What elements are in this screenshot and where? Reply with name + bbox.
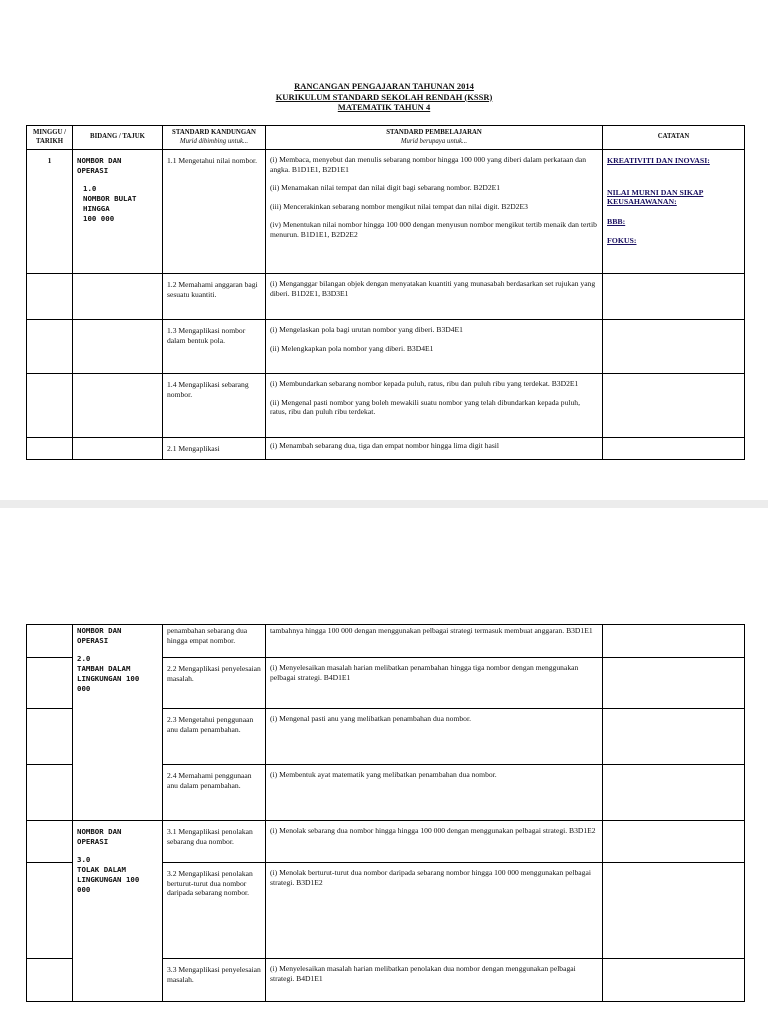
catatan-nilai-murni: NILAI MURNI DAN SIKAP KEUSAHAWANAN: (607, 187, 704, 206)
bidang-line: NOMBOR DAN (77, 626, 122, 635)
bidang-line: HINGGA (83, 204, 110, 213)
bidang-line: 000 (77, 684, 91, 693)
sp-item: (i) Membaca, menyebut dan menulis sebarang nombor hingga 100 000 yang diberi dalam perkataan dan angka. B1D1E1, B2D1E1 (270, 155, 587, 174)
bidang-line: NOMBOR DAN (77, 156, 122, 165)
sp-item: (i) Mengelaskan pola bagi urutan nombor yang diberi. B3D4E1 (270, 325, 463, 334)
table-row (27, 374, 745, 438)
header-curriculum: KURIKULUM STANDARD SEKOLAH RENDAH (KSSR) (275, 91, 493, 102)
bidang-cell (73, 150, 163, 274)
bidang-line: TAMBAH DALAM (77, 664, 131, 673)
standard-kandungan-cell: 2.3 Mengetahui penggunaan anu dalam penambahan. (163, 709, 266, 765)
bidang-line: 3.0 (77, 855, 91, 864)
col-sp-subtitle: Murid berupaya untuk... (400, 137, 468, 145)
week-number: 1 (27, 150, 73, 274)
bidang-cell (73, 625, 163, 821)
table-header-row (27, 126, 745, 150)
col-sp-header (266, 126, 603, 150)
standard-pembelajaran-cell (266, 709, 603, 765)
table-row (27, 320, 745, 374)
standard-pembelajaran-cell (266, 821, 603, 863)
sp-item: (ii) Melengkapkan pola nombor yang diberi. B3D4E1 (270, 343, 434, 353)
sp-item: (i) Menolak sebarang dua nombor hingga hingga 100 000 dengan menggunakan pelbagai strategi. B3D1E2 (270, 826, 596, 835)
catatan-fokus: FOKUS: (607, 236, 637, 245)
sp-item: (iii) Mencerakinkan sebarang nombor mengikut nilai tempat dan nilai digit. B2D2E3 (270, 201, 528, 211)
sp-item: (i) Mengenal pasti anu yang melibatkan penambahan dua nombor. (270, 714, 471, 723)
sp-item: (i) Menolak berturut-turut dua nombor daripada sebarang nombor hingga 100 000 menggunakan pelbagai strategi. B3D1E2 (270, 868, 591, 887)
col-sk-header (163, 126, 266, 150)
catatan-kreativiti: KREATIVITI DAN INOVASI: (607, 156, 710, 165)
standard-pembelajaran-cell (266, 320, 603, 374)
bidang-line: 100 000 (83, 214, 115, 223)
sp-item: (i) Menyelesaikan masalah harian melibatkan penolakan dua nombor dengan menggunakan pelbagai strategi. B4D1E1 (270, 964, 576, 983)
standard-kandungan-cell: 1.1 Mengetahui nilai nombor. (163, 150, 266, 274)
standard-kandungan-cell: 2.1 Mengaplikasi (163, 438, 266, 460)
col-bidang-header: BIDANG / TAJUK (73, 126, 163, 150)
document-header (0, 81, 768, 113)
bidang-line: 000 (77, 885, 91, 894)
standard-pembelajaran-cell (266, 150, 603, 274)
standard-kandungan-cell: 1.3 Mengaplikasi nombor dalam bentuk pola. (163, 320, 266, 374)
table-row (27, 821, 745, 863)
bidang-line: OPERASI (77, 837, 109, 846)
standard-pembelajaran-cell (266, 438, 603, 460)
catatan-bbb: BBB: (607, 216, 626, 226)
col-catatan-header: CATATAN (603, 126, 745, 150)
table-row (27, 438, 745, 460)
plan-table-page-2 (26, 624, 745, 1002)
col-minggu-header: MINGGU / TARIKH (27, 126, 73, 150)
standard-pembelajaran-cell (266, 374, 603, 438)
plan-table-page-1 (26, 125, 745, 460)
sp-item: (i) Membundarkan sebarang nombor kepada puluh, ratus, ribu dan puluh ribu yang terdekat. B3D2E1 (270, 379, 579, 388)
bidang-line: LINGKUNGAN 100 (77, 674, 140, 683)
sp-item: (ii) Menamakan nilai tempat dan nilai digit bagi sebarang nombor. B2D2E1 (270, 183, 501, 192)
bidang-line: 1.0 (83, 184, 97, 193)
standard-pembelajaran-cell (266, 625, 603, 658)
standard-kandungan-cell: penambahan sebarang dua hingga empat nombor. (163, 625, 266, 658)
header-title: RANCANGAN PENGAJARAN TAHUNAN 2014 (294, 81, 474, 91)
col-sp-title: STANDARD PEMBELAJARAN (386, 129, 482, 136)
standard-pembelajaran-cell (266, 658, 603, 709)
bidang-line: 2.0 (77, 654, 91, 663)
sp-item: (i) Menyelesaikan masalah harian melibatkan penambahan hingga tiga nombor dengan menggunakan pelbagai strategi. B4D1E1 (270, 663, 579, 682)
sp-item: (i) Menganggar bilangan objek dengan menyatakan kuantiti yang munasabah berdasarkan set rujukan yang diberi. B1D2E1, B3D3E1 (270, 279, 596, 298)
sp-item: (i) Membentuk ayat matematik yang melibatkan penambahan dua nombor. (270, 770, 497, 779)
col-sk-title: STANDARD KANDUNGAN (172, 129, 256, 136)
header-subject: MATEMATIK TAHUN 4 (337, 102, 431, 112)
bidang-line: TOLAK DALAM (77, 865, 126, 874)
standard-pembelajaran-cell (266, 765, 603, 821)
table-row (27, 150, 745, 274)
standard-kandungan-cell: 2.4 Memahami penggunaan anu dalam penambahan. (163, 765, 266, 821)
sp-item: (i) Menambah sebarang dua, tiga dan empat nombor hingga lima digit hasil (270, 441, 500, 450)
standard-kandungan-cell: 1.4 Mengaplikasi sebarang nombor. (163, 374, 266, 438)
table-row (27, 274, 745, 320)
standard-pembelajaran-cell (266, 959, 603, 1002)
bidang-line: LINGKUNGAN 100 (77, 875, 140, 884)
standard-pembelajaran-cell (266, 274, 603, 320)
standard-kandungan-cell: 1.2 Memahami anggaran bagi sesuatu kuantiti. (163, 274, 266, 320)
standard-pembelajaran-cell (266, 863, 603, 959)
sp-item: (iv) Menentukan nilai nombor hingga 100 000 dengan menyusun nombor mengikut tertib menaik dan tertib menurun. B1D1E1, B2D2E2 (270, 220, 597, 239)
catatan-cell (603, 150, 745, 274)
page-separator (0, 500, 768, 508)
sp-item: tambahnya hingga 100 000 dengan menggunakan pelbagai strategi termasuk membuat anggaran. B3D1E1 (270, 626, 593, 635)
standard-kandungan-cell: 3.1 Mengaplikasi penolakan sebarang dua nombor. (163, 821, 266, 863)
bidang-line: NOMBOR BULAT (83, 194, 137, 203)
table-row (27, 625, 745, 658)
standard-kandungan-cell: 2.2 Mengaplikasi penyelesaian masalah. (163, 658, 266, 709)
bidang-line: OPERASI (77, 636, 109, 645)
bidang-line: OPERASI (77, 166, 109, 175)
standard-kandungan-cell: 3.2 Mengaplikasi penolakan berturut-turut dua nombor daripada sebarang nombor. (163, 863, 266, 959)
bidang-line: NOMBOR DAN (77, 827, 122, 836)
standard-kandungan-cell: 3.3 Mengaplikasi penyelesaian masalah. (163, 959, 266, 1002)
col-sk-subtitle: Murid dibimbing untuk... (179, 137, 249, 145)
bidang-cell (73, 821, 163, 1002)
sp-item: (ii) Mengenal pasti nombor yang boleh mewakili suatu nombor yang telah dibundarkan kepada puluh, ratus, ribu dan puluh ribu terdekat. (270, 397, 581, 416)
